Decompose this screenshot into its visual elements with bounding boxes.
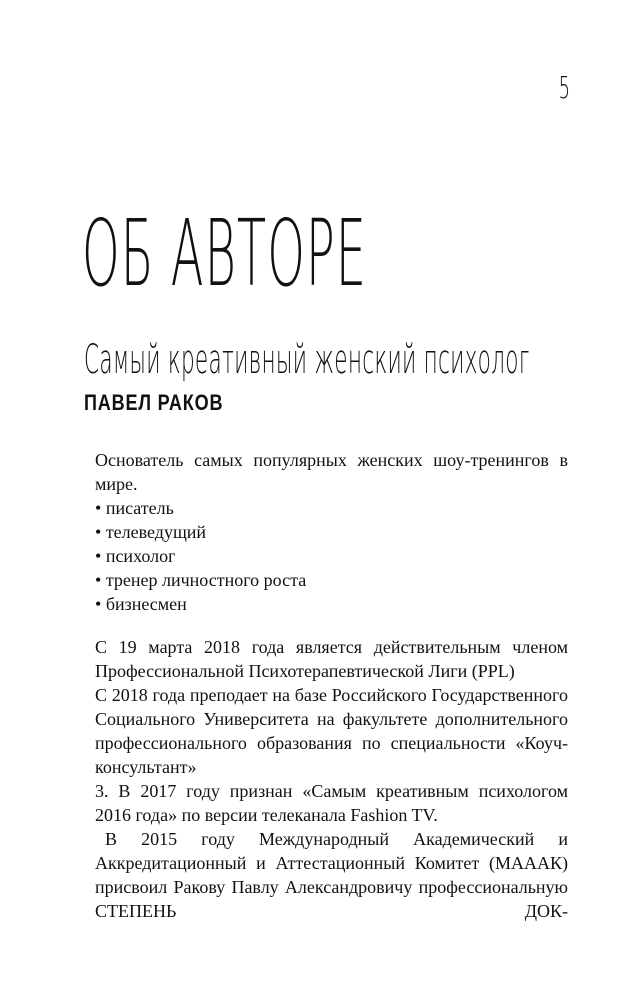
role-item: • бизнесмен <box>95 592 568 616</box>
bio-paragraph: С 2018 года преподает на базе Российского Государственного Социального Университета на факультете дополнительного профессионального образования по специальности «Коуч-консультант» <box>95 685 568 777</box>
role-item: • писатель <box>95 496 568 520</box>
intro-section <box>95 448 568 616</box>
intro-lead: Основатель самых популярных женских шоу-тренингов в мире. <box>95 450 568 494</box>
chapter-title: ОБ АВТОРЕ <box>82 200 368 307</box>
chapter-subtitle: Самый креативный женский психолог <box>84 337 530 383</box>
role-item: • психолог <box>95 544 568 568</box>
page-number: 5 <box>558 71 570 106</box>
bio-paragraph: В 2015 году Международный Академический и Аккредитационный и Аттестационный Комитет (МААAК) присвоил Ракову Павлу Александровичу профессиональную СТЕПЕНЬ ДОК- <box>95 829 568 921</box>
role-list <box>95 496 568 616</box>
bio-section <box>95 635 568 923</box>
role-item: • тренер личностного роста <box>95 568 568 592</box>
role-item: • телеведущий <box>95 520 568 544</box>
bio-paragraph: 3. В 2017 году признан «Самым креативным психологом 2016 года» по версии телеканала Fashion TV. <box>95 781 568 825</box>
author-name: ПАВЕЛ РАКОВ <box>84 390 224 415</box>
bio-paragraph: С 19 марта 2018 года является действительным членом Профессиональной Психотерапевтической Лиги (PPL) <box>95 637 568 681</box>
